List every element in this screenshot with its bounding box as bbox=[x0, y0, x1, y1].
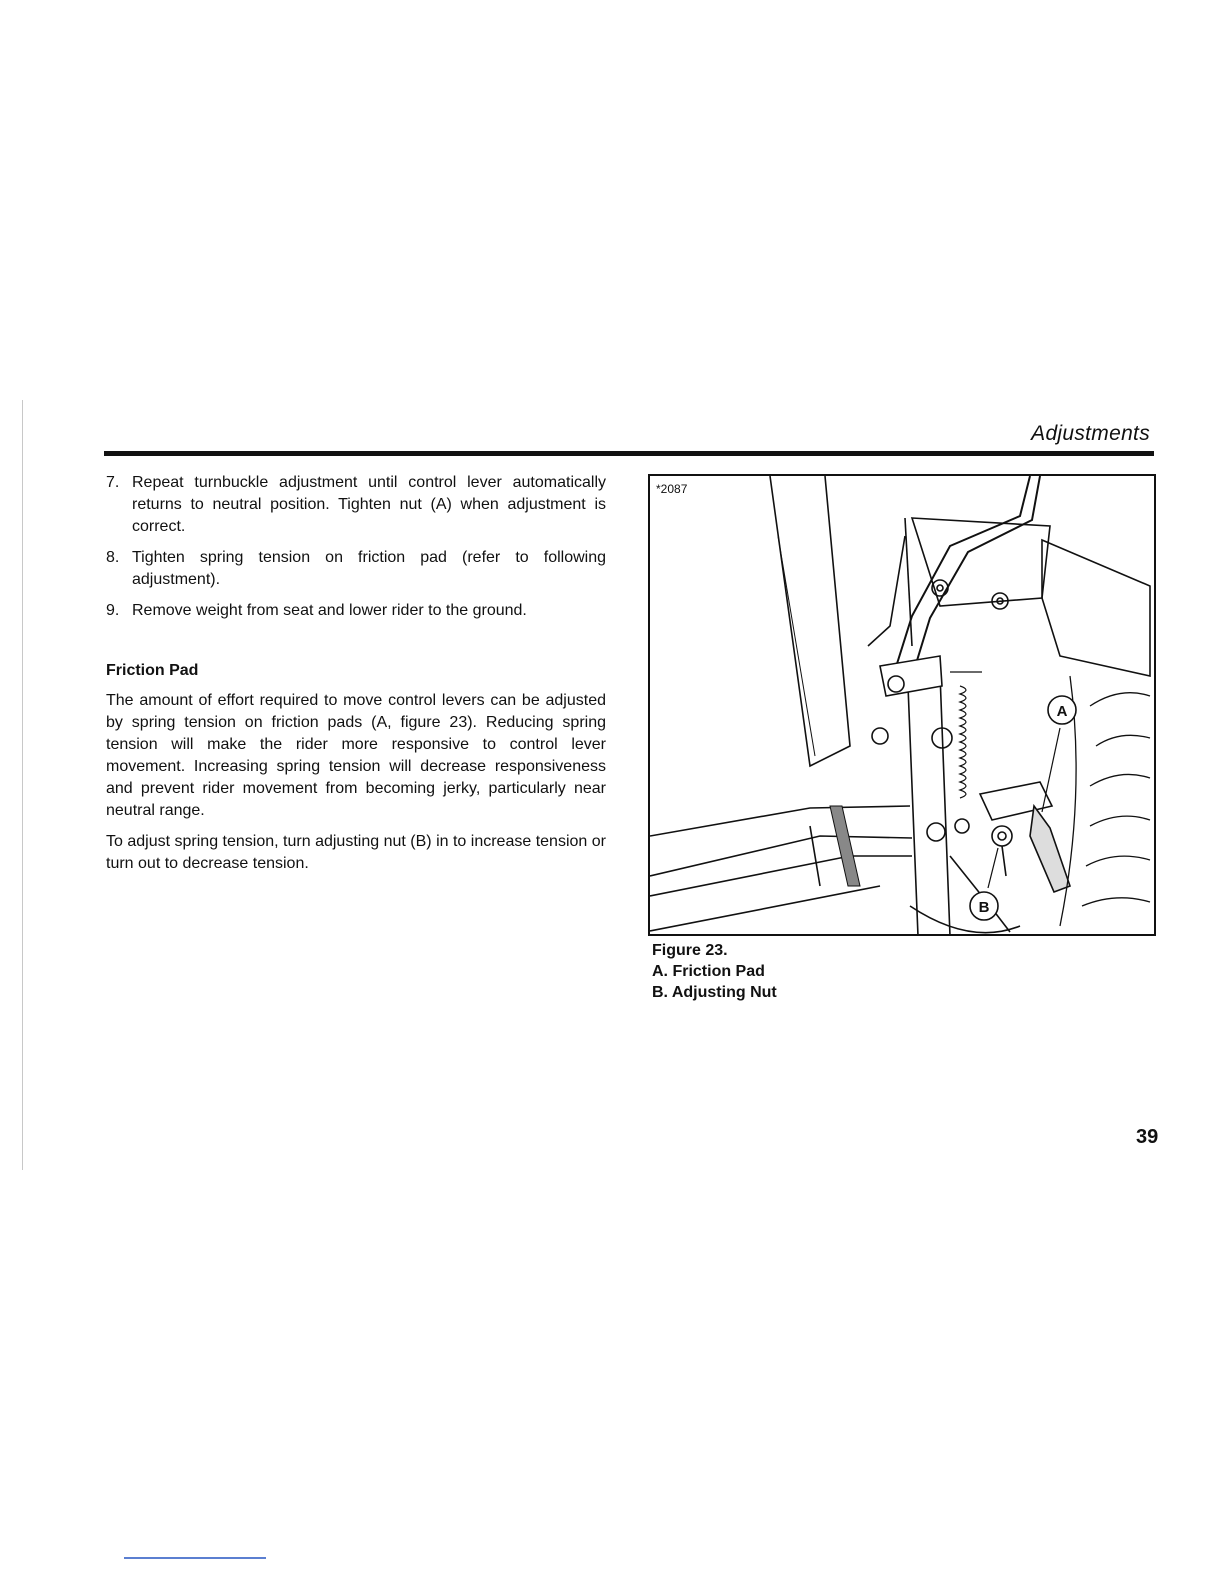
paragraph: To adjust spring tension, turn adjusting nut (B) in to increase tension or turn out to decrease tension. bbox=[106, 833, 606, 872]
figure-caption bbox=[652, 940, 777, 1003]
step-number: 9. bbox=[106, 602, 120, 619]
caption-item: B. Adjusting Nut bbox=[652, 984, 777, 1001]
step-text: Remove weight from seat and lower rider to the ground. bbox=[132, 602, 527, 619]
list-item bbox=[106, 472, 606, 538]
spring-coil bbox=[950, 672, 982, 798]
list-item bbox=[106, 600, 606, 622]
paragraph: The amount of effort required to move control levers can be adjusted by spring tension on friction pads (A, figure 23). Reducing spring tension will make the rider more responsive to control lever movement. Increasing spring tension will decrease responsiveness and prevent rider movement from becoming jerky, particularly near neutral range. bbox=[106, 692, 606, 819]
step-text: Tighten spring tension on friction pad (refer to following adjustment). bbox=[132, 549, 606, 588]
scan-edge-mark bbox=[22, 400, 23, 1170]
mechanism-drawing bbox=[650, 476, 1154, 934]
caption-title: Figure 23. bbox=[652, 942, 728, 959]
figure-23-illustration bbox=[648, 474, 1156, 936]
callout-b-label: B bbox=[978, 899, 990, 916]
section-title: Adjustments bbox=[1031, 422, 1150, 445]
bottom-rule bbox=[124, 1557, 266, 1559]
step-text: Repeat turnbuckle adjustment until control lever automatically returns to neutral position. Tighten nut (A) when adjustment is correct. bbox=[132, 474, 606, 535]
figure-id: *2087 bbox=[656, 482, 688, 496]
step-number: 8. bbox=[106, 549, 120, 566]
step-number: 7. bbox=[106, 474, 120, 491]
friction-pad-heading: Friction Pad bbox=[106, 662, 199, 679]
left-column bbox=[106, 472, 606, 884]
list-item bbox=[106, 547, 606, 591]
steps-list bbox=[106, 472, 606, 622]
header-rule bbox=[104, 451, 1154, 456]
caption-item: A. Friction Pad bbox=[652, 963, 765, 980]
callout-a-label: A bbox=[1056, 703, 1068, 720]
page-number: 39 bbox=[1136, 1126, 1159, 1148]
